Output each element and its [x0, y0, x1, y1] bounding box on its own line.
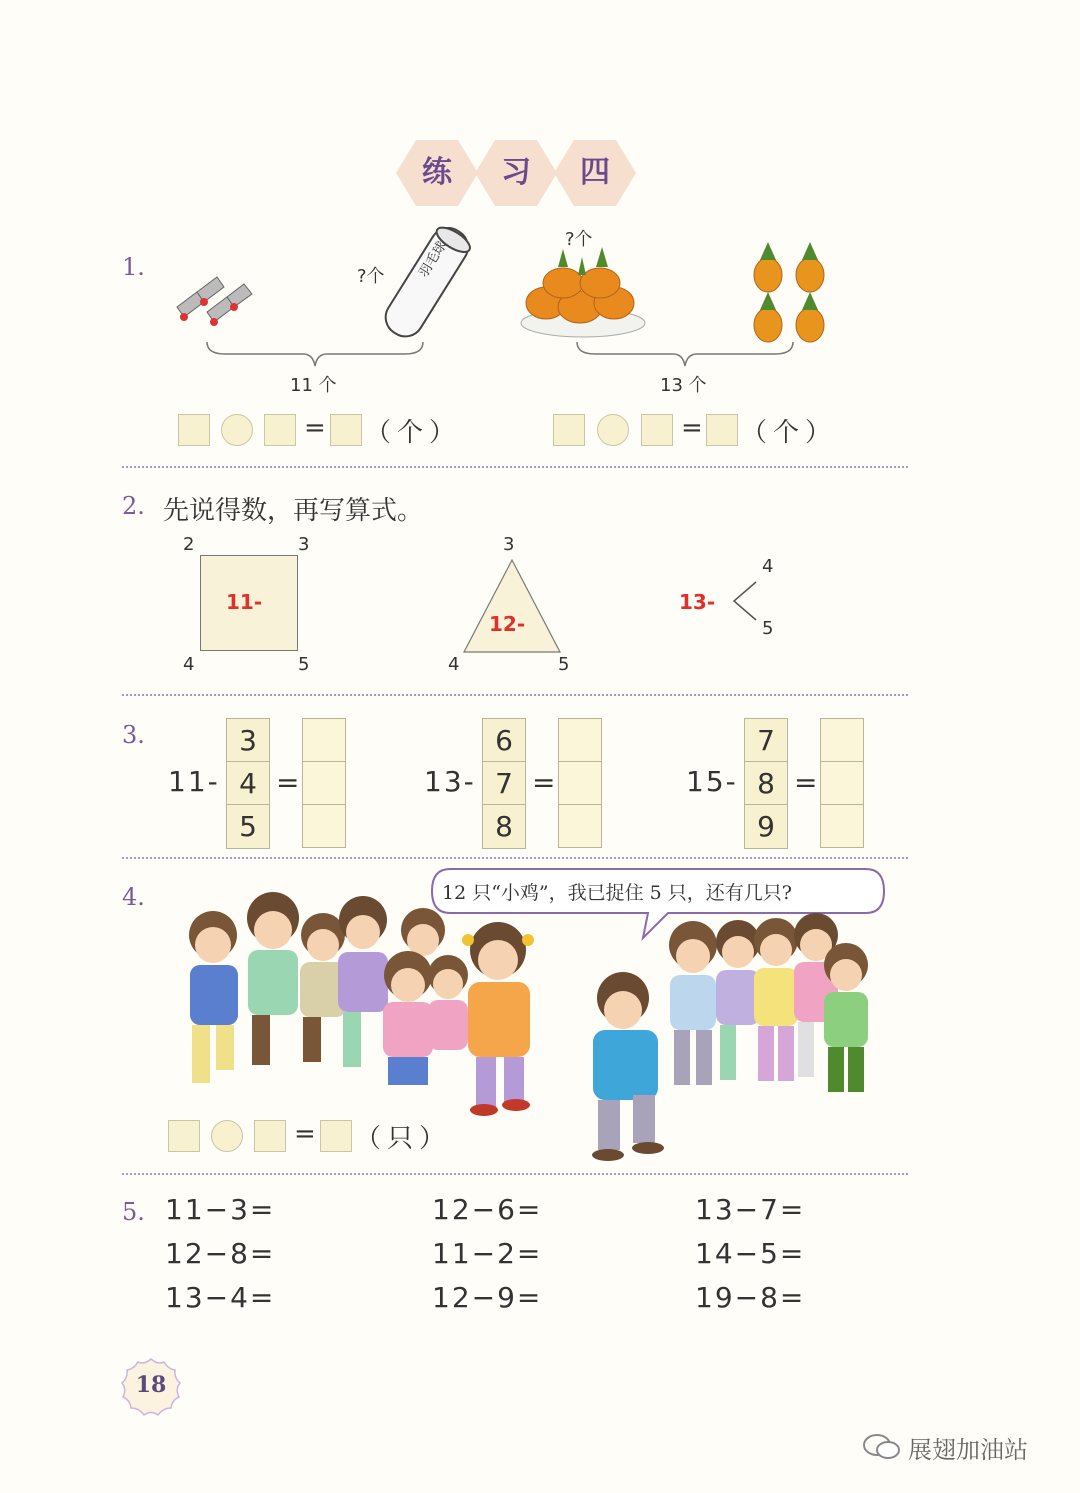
- q3-g3-sub-1: 7: [745, 719, 787, 762]
- q3-g2-sub-3: 8: [495, 810, 513, 843]
- q4-answer-box[interactable]: [320, 1120, 352, 1152]
- q5-c1-r3: 13−4=: [165, 1281, 276, 1314]
- q3-g2-subtrahends: [482, 718, 526, 849]
- q4-operator-circle[interactable]: [211, 1120, 243, 1152]
- q3-g1-sub-2: 4: [227, 762, 269, 805]
- q2-triangle: [462, 558, 562, 654]
- q1-left-total: 11 个: [290, 375, 337, 396]
- q3-g1-minuend: 11-: [168, 765, 220, 798]
- q1-left-box-2[interactable]: [264, 414, 296, 446]
- title-hex-2: [475, 140, 557, 206]
- q2-branch-end-top: 4: [762, 556, 774, 577]
- q2-branch-label: 13-: [679, 590, 716, 614]
- q1-right-box-1[interactable]: [553, 414, 585, 446]
- q3-g2-minuend: 13-: [424, 765, 476, 798]
- q2-square-corner-br: 5: [298, 654, 310, 675]
- q3-g1-subtrahends: [226, 718, 270, 849]
- q3-g3-minuend: 15-: [686, 765, 738, 798]
- q1-right-brace: [575, 340, 795, 370]
- q3-number: 3.: [122, 721, 145, 749]
- q5-number: 5.: [122, 1198, 145, 1226]
- q1-left-operator-circle[interactable]: [221, 414, 253, 446]
- q5-c3-r2: 14−5=: [695, 1237, 806, 1270]
- q2-triangle-left: 4: [448, 654, 460, 675]
- q3-g2-answers[interactable]: [558, 718, 602, 848]
- q3-g1-sub-3: 5: [239, 810, 257, 843]
- q2-square-corner-tl: 2: [183, 534, 195, 555]
- q5-c1-r1: 11−3=: [165, 1193, 276, 1226]
- q4-box-1[interactable]: [168, 1120, 200, 1152]
- q1-right-unit: （个）: [741, 418, 838, 448]
- q5-c2-r1: 12−6=: [432, 1193, 543, 1226]
- shuttlecock-illustration: [172, 262, 262, 332]
- q1-left-answer-box[interactable]: [330, 414, 362, 446]
- q1-number: 1.: [122, 253, 145, 281]
- q2-triangle-right: 5: [558, 654, 570, 675]
- q3-g2-sub-1: 6: [483, 719, 525, 762]
- title-hex-1: [396, 140, 478, 206]
- q2-square-corner-bl: 4: [183, 654, 195, 675]
- q1-right-operator-circle[interactable]: [597, 414, 629, 446]
- q1-left-box-1[interactable]: [178, 414, 210, 446]
- title-char-2: 习: [501, 155, 531, 190]
- page-number: 18: [135, 1372, 167, 1398]
- tube-label: 羽毛球: [416, 239, 450, 281]
- q4-number: 4.: [122, 883, 145, 911]
- four-pineapples: [748, 240, 833, 350]
- watermark-text: 展翅加油站: [908, 1436, 1028, 1464]
- q1-right-total: 13 个: [660, 375, 707, 396]
- q3-g3-sub-3: 9: [757, 810, 775, 843]
- q3-g1-sub-1: 3: [227, 719, 269, 762]
- shuttlecock-tube: [370, 222, 480, 352]
- divider-4: [122, 1173, 908, 1175]
- q2-instruction: 先说得数，再写算式。: [163, 496, 424, 526]
- wechat-icon: [862, 1432, 902, 1462]
- speech-text: 12 只“小鸡”，我已捉住 5 只，还有几只?: [442, 882, 792, 904]
- q3-g3-subtrahends: [744, 718, 788, 849]
- q1-right-question: ?个: [565, 229, 593, 250]
- title-char-3: 四: [580, 155, 610, 190]
- q3-g3-equals: =: [794, 766, 820, 799]
- q2-number: 2.: [122, 492, 145, 520]
- q1-right-answer-box[interactable]: [706, 414, 738, 446]
- q3-g1-equals: =: [276, 766, 302, 799]
- q2-branch-end-bottom: 5: [762, 618, 774, 639]
- q1-left-unit: （个）: [365, 418, 462, 448]
- q2-triangle-top: 3: [503, 534, 515, 555]
- q1-right-box-2[interactable]: [641, 414, 673, 446]
- pineapple-plate: [518, 245, 648, 340]
- title-hex-3: [554, 140, 636, 206]
- q3-g2-equals: =: [532, 766, 558, 799]
- q2-triangle-label: 12-: [489, 612, 526, 636]
- q5-c3-r3: 19−8=: [695, 1281, 806, 1314]
- q4-equals: =: [294, 1119, 316, 1149]
- q3-g3-answers[interactable]: [820, 718, 864, 848]
- q2-square-label: 11-: [226, 590, 263, 614]
- q5-c1-r2: 12−8=: [165, 1237, 276, 1270]
- title-char-1: 练: [422, 155, 452, 190]
- q3-g2-sub-2: 7: [483, 762, 525, 805]
- divider-3: [122, 857, 908, 859]
- q5-c2-r3: 12−9=: [432, 1281, 543, 1314]
- q2-square-corner-tr: 3: [298, 534, 310, 555]
- divider-2: [122, 694, 908, 696]
- q4-box-2[interactable]: [254, 1120, 286, 1152]
- q3-g3-sub-2: 8: [745, 762, 787, 805]
- q5-c3-r1: 13−7=: [695, 1193, 806, 1226]
- q1-left-equals: =: [304, 413, 326, 443]
- q5-c2-r2: 11−2=: [432, 1237, 543, 1270]
- q1-left-brace: [205, 340, 425, 370]
- q4-unit: （只）: [355, 1124, 452, 1154]
- q3-g1-answers[interactable]: [302, 718, 346, 848]
- divider-1: [122, 466, 908, 468]
- q1-left-question: ?个: [357, 266, 385, 287]
- q1-right-equals: =: [681, 413, 703, 443]
- q2-branch-lines: [730, 580, 760, 622]
